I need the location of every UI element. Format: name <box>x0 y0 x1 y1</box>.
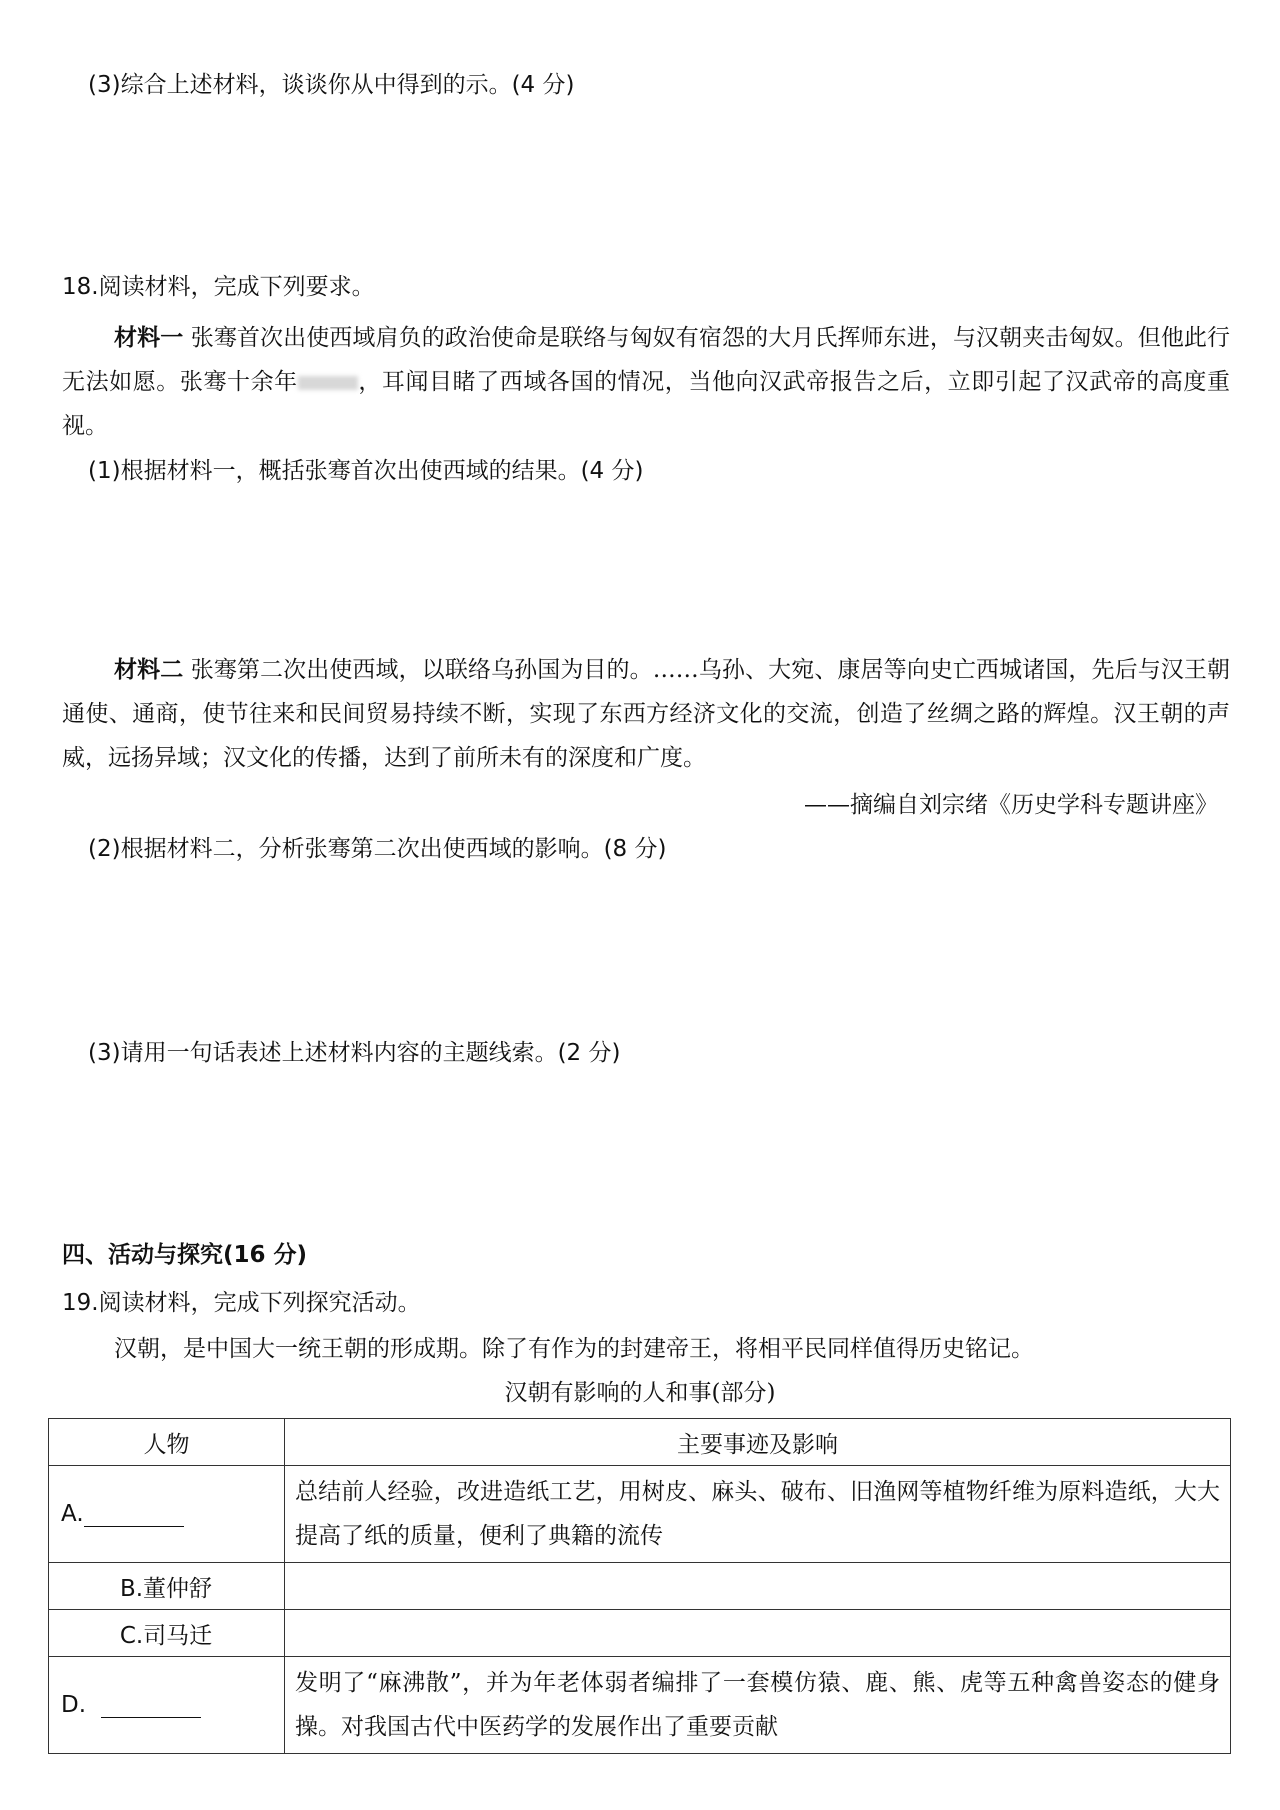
row-a-name: A. <box>49 1466 285 1563</box>
table-row <box>49 1563 1231 1610</box>
material1-label: 材料一 <box>114 325 184 351</box>
row-b-name: B.董仲舒 <box>49 1563 285 1610</box>
material1-text-after: ，耳闻目睹了西域各国的情况，当他向汉武帝报告之后，立即引起了汉武帝的高度重视。 <box>62 369 1231 439</box>
row-c-name: C.司马迁 <box>49 1610 285 1657</box>
q18-sub3: (3)请用一句话表述上述材料内容的主题线索。(2 分) <box>88 1040 621 1066</box>
material2-label: 材料二 <box>114 657 184 683</box>
row-b-desc[interactable] <box>285 1563 1231 1610</box>
q19-title: 19.阅读材料，完成下列探究活动。 <box>62 1290 421 1316</box>
table-row <box>49 1610 1231 1657</box>
section4-title: 四、活动与探究(16 分) <box>62 1242 308 1268</box>
blank-line-a[interactable] <box>84 1504 184 1527</box>
row-c-desc[interactable] <box>285 1610 1231 1657</box>
material2-source: ——摘编自刘宗绪《历史学科专题讲座》 <box>804 792 1218 818</box>
q18-sub1: (1)根据材料一，概括张骞首次出使西域的结果。(4 分) <box>88 458 644 484</box>
material1-text-before: 张骞首次出使西域肩负的政治使命是联络与匈奴有宿怨的大月氏挥师东进，与汉朝夹击匈奴。但他此行无法如愿。张骞十余年 <box>62 325 1231 395</box>
q17-sub3: (3)综合上述材料，谈谈你从中得到的示。(4 分) <box>88 72 575 98</box>
material2-text: 张骞第二次出使西域，以联络乌孙国为目的。……乌孙、大宛、康居等向史亡西城诸国，先后与汉王朝通使、通商，使节往来和民间贸易持续不断，实现了东西方经济文化的交流，创造了丝绸之路的辉煌。汉王朝的声威，远扬异域；汉文化的传播，达到了前所未有的深度和广度。 <box>62 657 1231 771</box>
q18-sub2: (2)根据材料二，分析张骞第二次出使西域的影响。(8 分) <box>88 836 667 862</box>
row-a-desc: 总结前人经验，改进造纸工艺，用树皮、麻头、破布、旧渔网等植物纤维为原料造纸，大大提高了纸的质量，便利了典籍的流传 <box>285 1466 1231 1563</box>
q18-title: 18.阅读材料，完成下列要求。 <box>62 274 375 300</box>
q19-intro: 汉朝，是中国大一统王朝的形成期。除了有作为的封建帝王，将相平民同样值得历史铭记。 <box>114 1336 1034 1362</box>
header-person: 人物 <box>49 1419 285 1466</box>
table-row <box>49 1657 1231 1754</box>
header-deeds: 主要事迹及影响 <box>285 1419 1231 1466</box>
q18-material2 <box>62 648 1230 780</box>
row-d-desc: 发明了“麻沸散”，并为年老体弱者编排了一套模仿猿、鹿、熊、虎等五种禽兽姿态的健身操。对我国古代中医药学的发展作出了重要贡献 <box>285 1657 1231 1754</box>
table-caption: 汉朝有影响的人和事(部分) <box>504 1380 776 1406</box>
table-row <box>49 1466 1231 1563</box>
blank-line-d[interactable] <box>101 1695 201 1718</box>
q18-material1 <box>62 316 1230 448</box>
table-header-row <box>49 1419 1231 1466</box>
blurred-text <box>298 376 358 390</box>
people-table <box>48 1418 1231 1754</box>
row-d-name: D. <box>49 1657 285 1754</box>
